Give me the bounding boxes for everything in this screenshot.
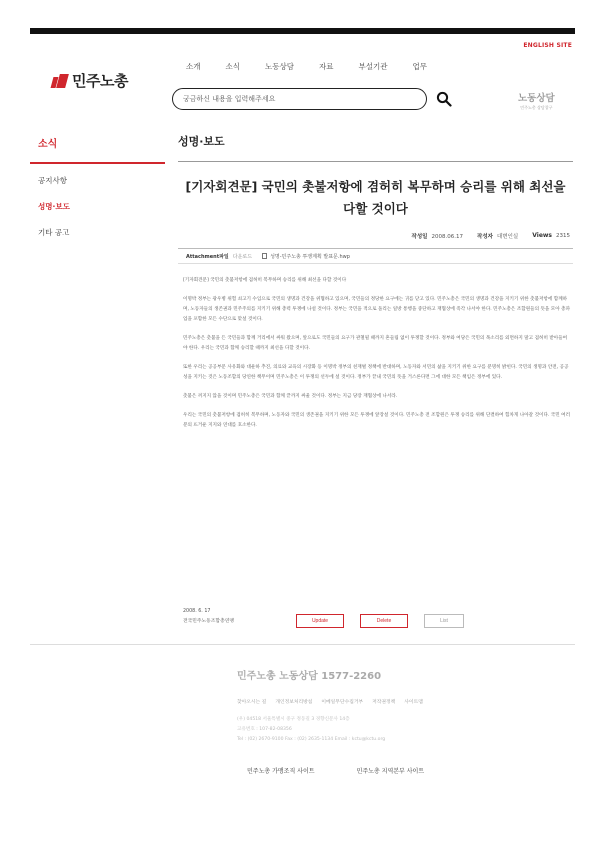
family-sites [247,766,424,775]
article-actions [296,614,464,628]
page-title: 성명·보도 [178,135,225,148]
footer-address: (우) 04518 서울특별시 중구 정동길 3 경향신문사 14층 [237,717,350,722]
footer-link[interactable]: 저작권정책 [372,700,396,705]
family-site-affiliates-link[interactable]: 민주노총 가맹조직 사이트 [247,768,315,775]
logo-mark-icon [52,74,68,88]
sidebar-divider [30,162,165,164]
footer-contact: Tel : (02) 2670-9100 Fax : (02) 2635-1134 Email : kctu@kctu.org [237,737,386,742]
body-paragraph: 또한 우리는 공공부문 사유화와 대운하 추진, 의료와 교육의 시장화 등 이명박 정부의 친재벌 정책에 반대하며, 노동자와 서민의 삶을 지키기 위한 요구를 분명히 밝힌다. 국민의 생명과 안전, 공공성을 지키는 것은 노동조합의 당연한 책무이며 민주노총은 이 투쟁의 선두에 설 것이다. 정부가 끝내 국민의 뜻을 거스른다면 그에 대한 모든 책임은 정부에 있다. [183,365,569,380]
site-logo[interactable] [52,70,128,91]
author-label: 작성자 [477,234,493,240]
top-black-bar [30,28,575,34]
article-signoff [183,607,234,627]
article-title [178,176,573,220]
article-meta [412,232,570,240]
body-paragraph: 촛불은 꺼지지 않을 것이며 민주노총은 국민과 함께 끝까지 싸울 것이다. 정부는 지금 당장 재협상에 나서라. [183,394,398,399]
sidebar-item-notice[interactable]: 공지사항 [38,176,67,185]
signoff-org: 전국민주노동조합총연맹 [183,619,234,624]
body-paragraph: [기자회견문] 국민의 촛불저항에 겸허히 복무하며 승리를 위해 최선을 다할 것이다 [183,278,347,283]
nav-item-work[interactable]: 업무 [412,62,427,71]
nav-item-institutes[interactable]: 부설기관 [358,62,388,71]
update-button[interactable]: Update [296,614,344,628]
nav-item-counsel[interactable]: 노동상담 [265,62,294,71]
sidebar-title: 소식 [38,139,58,150]
footer-link[interactable]: 이메일무단수집거부 [321,700,364,705]
article-views: 2315 [556,233,570,239]
views-label: Views [532,232,552,239]
main-nav [186,61,452,72]
delete-button[interactable]: Delete [360,614,408,628]
nav-item-resources[interactable]: 자료 [318,62,334,71]
family-site-regional-link[interactable]: 민주노총 지역본부 사이트 [356,768,425,775]
attachment-filename: 성명-민주노총 투쟁계획 발표문.hwp [270,253,350,260]
attachment-file-link[interactable] [262,253,350,260]
article-author: 대변인실 [496,234,519,240]
file-icon [262,253,267,259]
footer-registration: 고유번호 : 107-82-08356 [237,727,292,732]
body-paragraph: 민주노총은 촛불을 든 국민들과 함께 거리에서 싸워 왔으며, 앞으로도 국민들의 요구가 관철될 때까지 흔들림 없이 투쟁할 것이다. 정부와 여당은 국민의 목소리를 외면하지 말고 겸허히 받아들여야 한다. 우리는 국민과 함께 승리할 때까지 최선을 다할 것이다. [183,336,568,351]
footer-link[interactable]: 개인정보처리방침 [275,700,313,705]
footer-hotline: 민주노총 노동상담 1577-2260 [237,671,382,682]
article-title-line1: [기자회견문] 국민의 촛불저항에 겸허히 복무하며 승리를 위해 최선을 [185,179,566,194]
attachment-label: Attachment파일 [186,253,229,260]
article-date: 2008.06.17 [431,234,463,240]
footer-link[interactable]: 찾아오시는 길 [237,700,267,705]
english-site-link[interactable]: ENGLISH SITE [523,42,572,49]
footer-address-block [237,715,423,745]
attachment-download-label: 다운로드 [232,253,253,260]
nav-item-news[interactable]: 소식 [225,62,240,71]
hotline-title: 노동상담 [518,93,555,104]
signoff-date: 2008. 6. 17 [183,609,211,614]
search-icon[interactable] [436,91,452,107]
date-label: 작성일 [411,234,428,240]
nav-item-intro[interactable]: 소개 [186,62,201,71]
body-paragraph: 이명박 정부는 광우병 위험 쇠고기 수입으로 국민의 생명과 건강을 위협하고 있으며, 국민들의 정당한 요구에는 귀를 닫고 있다. 민주노총은 국민의 생명과 건강을 지키기 위한 촛불저항에 함께하며, 노동자들의 생존권과 민주주의를 지키기 위해 총력 투쟁에 나설 것이다. 정부는 국민을 적으로 돌리는 일방 통행을 중단하고 재협상에 즉각 나서야 한다. 민주노총은 조합원들의 뜻을 모아 총파업을 포함한 모든 수단으로 맞설 것이다. [183,297,571,322]
page-title-divider [178,161,573,162]
search-input[interactable]: 궁금하신 내용을 입력해주세요 [172,88,427,110]
sidebar-item-other[interactable]: 기타 공고 [38,228,70,237]
logo-text: 민주노총 [72,72,128,90]
hotline-subtitle: 민주노총 상담창구 [520,105,553,110]
footer-links [237,698,423,705]
sidebar-menu [38,176,70,254]
article-body [183,276,571,440]
sidebar-item-statements[interactable]: 성명·보도 [38,202,70,211]
footer-divider [30,644,575,645]
body-paragraph: 우리는 국민의 촛불저항에 겸허히 복무하며, 노동자와 국민의 생존권을 지키기 위한 모든 투쟁에 앞장설 것이다. 민주노총 전 조합원은 투쟁 승리를 위해 단결하여 힘차게 나아갈 것이다. 국민 여러분의 뜨거운 지지와 연대를 호소한다. [183,413,571,428]
counsel-hotline-link[interactable] [518,90,555,111]
footer-link[interactable]: 사이트맵 [404,700,423,705]
attachment-row [178,248,573,264]
article-title-line2: 다할 것이다 [343,201,408,216]
list-button[interactable]: List [424,614,464,628]
footer [237,667,423,745]
